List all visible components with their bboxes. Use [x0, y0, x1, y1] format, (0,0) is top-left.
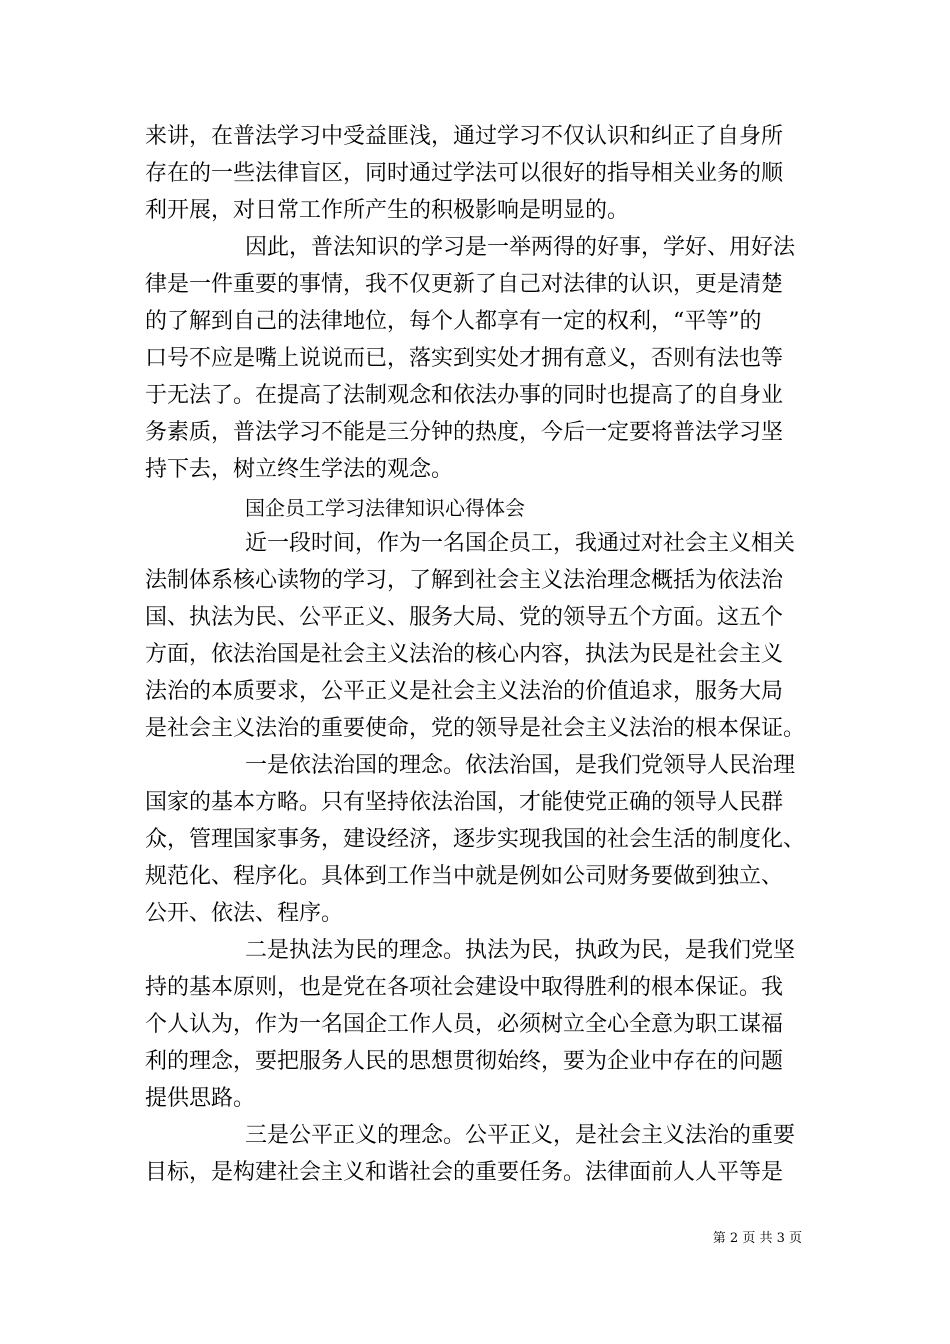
text-line: 于无法了。在提高了法制观念和依法办事的同时也提高了的自身业 [145, 383, 784, 408]
text-line: 持下去，树立终生学法的观念。 [145, 457, 454, 482]
text-line: 目标，是构建社会主义和谐社会的重要任务。法律面前人人平等是 [145, 1160, 784, 1185]
paragraph-start-line: 三是公平正义的理念。公平正义，是社会主义法治的重要 [245, 1123, 796, 1148]
section-heading: 国企员工学习法律知识心得体会 [245, 496, 525, 520]
text-line: 口号不应是嘴上说说而已，落实到实处才拥有意义，否则有法也等 [145, 346, 784, 371]
paragraph-start-line: 因此，普法知识的学习是一举两得的好事，学好、用好法 [245, 235, 796, 260]
page-number-footer: 第 2 页 共 3 页 [712, 1231, 802, 1246]
text-line: 是社会主义法治的重要使命，党的领导是社会主义法治的根本保证。 [145, 716, 806, 741]
paragraph-start-line: 二是执法为民的理念。执法为民，执政为民，是我们党坚 [245, 938, 796, 963]
text-line: 规范化、程序化。具体到工作当中就是例如公司财务要做到独立、 [145, 864, 784, 889]
text-line: 个人认为，作为一名国企工作人员，必须树立全心全意为职工谋福 [145, 1012, 784, 1037]
text-line: 法治的本质要求，公平正义是社会主义法治的价值追求，服务大局 [145, 679, 784, 704]
text-line: 国、执法为民、公平正义、服务大局、党的领导五个方面。这五个 [145, 605, 784, 630]
text-line: 务素质，普法学习不能是三分钟的热度，今后一定要将普法学习坚 [145, 420, 784, 445]
text-line: 众，管理国家事务，建设经济，逐步实现我国的社会生活的制度化、 [145, 827, 806, 852]
text-line: 利的理念，要把服务人民的思想贯彻始终，要为企业中存在的问题 [145, 1049, 784, 1074]
text-line: 利开展，对日常工作所产生的积极影响是明显的。 [145, 198, 630, 223]
text-line: 存在的一些法律盲区，同时通过学法可以很好的指导相关业务的顺 [145, 161, 784, 186]
text-line: 的了解到自己的法律地位，每个人都享有一定的权利，“平等”的 [145, 309, 762, 334]
text-line: 律是一件重要的事情，我不仅更新了自己对法律的认识，更是清楚 [145, 272, 784, 297]
text-line: 法制体系核心读物的学习，了解到社会主义法治理念概括为依法治 [145, 568, 784, 593]
text-line: 公开、依法、程序。 [145, 901, 344, 926]
paragraph-start-line: 近一段时间，作为一名国企员工，我通过对社会主义相关 [245, 531, 796, 556]
text-line: 提供思路。 [145, 1086, 256, 1111]
text-line: 来讲，在普法学习中受益匪浅，通过学习不仅认识和纠正了自身所 [145, 124, 784, 149]
paragraph-start-line: 一是依法治国的理念。依法治国，是我们党领导人民治理 [245, 753, 796, 778]
text-line: 方面，依法治国是社会主义法治的核心内容，执法为民是社会主义 [145, 642, 784, 667]
text-line: 国家的基本方略。只有坚持依法治国，才能使党正确的领导人民群 [145, 790, 784, 815]
text-line: 持的基本原则，也是党在各项社会建设中取得胜利的根本保证。我 [145, 975, 784, 1000]
